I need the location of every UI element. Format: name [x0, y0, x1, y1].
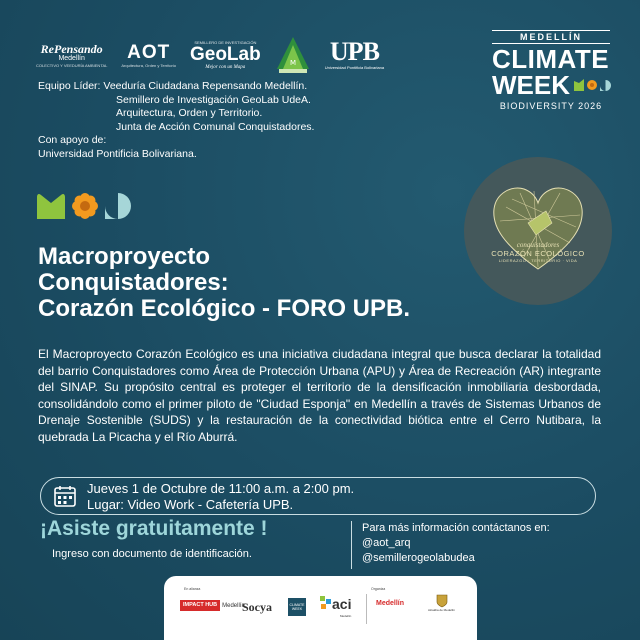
footer-divider [366, 594, 367, 624]
team-credits: Equipo Líder: Veeduría Ciudadana Repensando Medellín. Semillero de Investigación GeoLab UdeA. Arquitectura, Orden y Territorio. Junta de Acción Comunal Conquistadores. Con apoyo de: Universidad Pontificia Bolivariana. [38, 80, 315, 160]
instagram-handle-aot[interactable]: @aot_arq [362, 537, 411, 549]
cta-heading: ¡Asiste gratuitamente ! [40, 517, 268, 540]
biodiversity-icons [574, 79, 611, 91]
alcaldia-logo: Alcaldía de Medellín [428, 594, 455, 612]
upb-logo: UPB Universidad Pontificia Bolivariana [324, 37, 385, 70]
leaf-shape-icon [37, 193, 65, 219]
sponsor-footer: En alianza Organiza IMPACT HUB Medellín Socya CLIMATE WEEK aci Medellín Medellín Alcaldía de Medellín [164, 576, 477, 640]
medellin-logo: Medellín [376, 600, 405, 607]
event-place: Lugar: Video Work - Cafetería UPB. [87, 497, 294, 512]
calendar-icon [53, 484, 77, 508]
climate-week-footer-logo: CLIMATE WEEK [288, 598, 306, 616]
contact-info: Para más información contáctanos en: @aot_arq @semillerogeolabudea [362, 522, 550, 564]
mountain-logo-icon [275, 35, 311, 75]
partner-logos [36, 34, 384, 76]
geolab-logo: SEMILLERO DE INVESTIGACIÓN GeoLab Mejor con un Mapa [189, 39, 261, 70]
climate-week-logo: MEDELLÍN CLIMATE WEEK BIODIVERSITY 2026 [492, 32, 610, 111]
biodiversity-shapes [37, 192, 131, 220]
socya-logo: Socya [242, 600, 272, 614]
impact-hub-logo: IMPACT HUB Medellín [180, 600, 245, 611]
instagram-handle-geolab[interactable]: @semillerogeolabudea [362, 552, 475, 564]
event-date: Jueves 1 de Octubre de 11:00 a.m. a 2:00 pm. [87, 481, 355, 496]
description-paragraph: El Macroproyecto Corazón Ecológico es una iniciativa ciudadana integral que busca declarar la totalidad del barrio Conquistadores como Área de Protección Urbana (APU) y Área de Recreación (AR) integrante del SINAP. Su propósito central es proteger el territorio de la densificación inmobiliaria desbordada, consolidándolo como el primer piloto de "Ciudad Esponja" en Medellín a través de Sistemas Urbanos de Drenaje Sostenible (SUDS) y la restauración de la conectividad biótica entre el Cerro Nutibara, la quebrada La Picacha y el Río Aburrá. [38, 347, 601, 444]
aci-logo: aci [320, 596, 351, 612]
page-title: Macroproyecto Conquistadores: Corazón Ecológico - FORO UPB. [38, 243, 411, 322]
divider [351, 521, 352, 569]
drop-shape-icon [105, 193, 131, 219]
event-details [40, 477, 596, 515]
repensando-logo: RePensando Medellín COLECTIVO Y VEEDURÍA AMBIENTAL [36, 41, 108, 68]
corazon-ecologico-badge: conquistadores CORAZÓN ECOLÓGICO LIDERAZGO · TERRITORIO · VIDA [464, 157, 612, 305]
svg-text:M: M [289, 59, 296, 67]
flower-shape-icon [71, 192, 99, 220]
cta-note: Ingreso con documento de identificación. [52, 548, 252, 560]
aot-logo: AOT Arquitectura, Orden y Territorio [121, 41, 176, 68]
